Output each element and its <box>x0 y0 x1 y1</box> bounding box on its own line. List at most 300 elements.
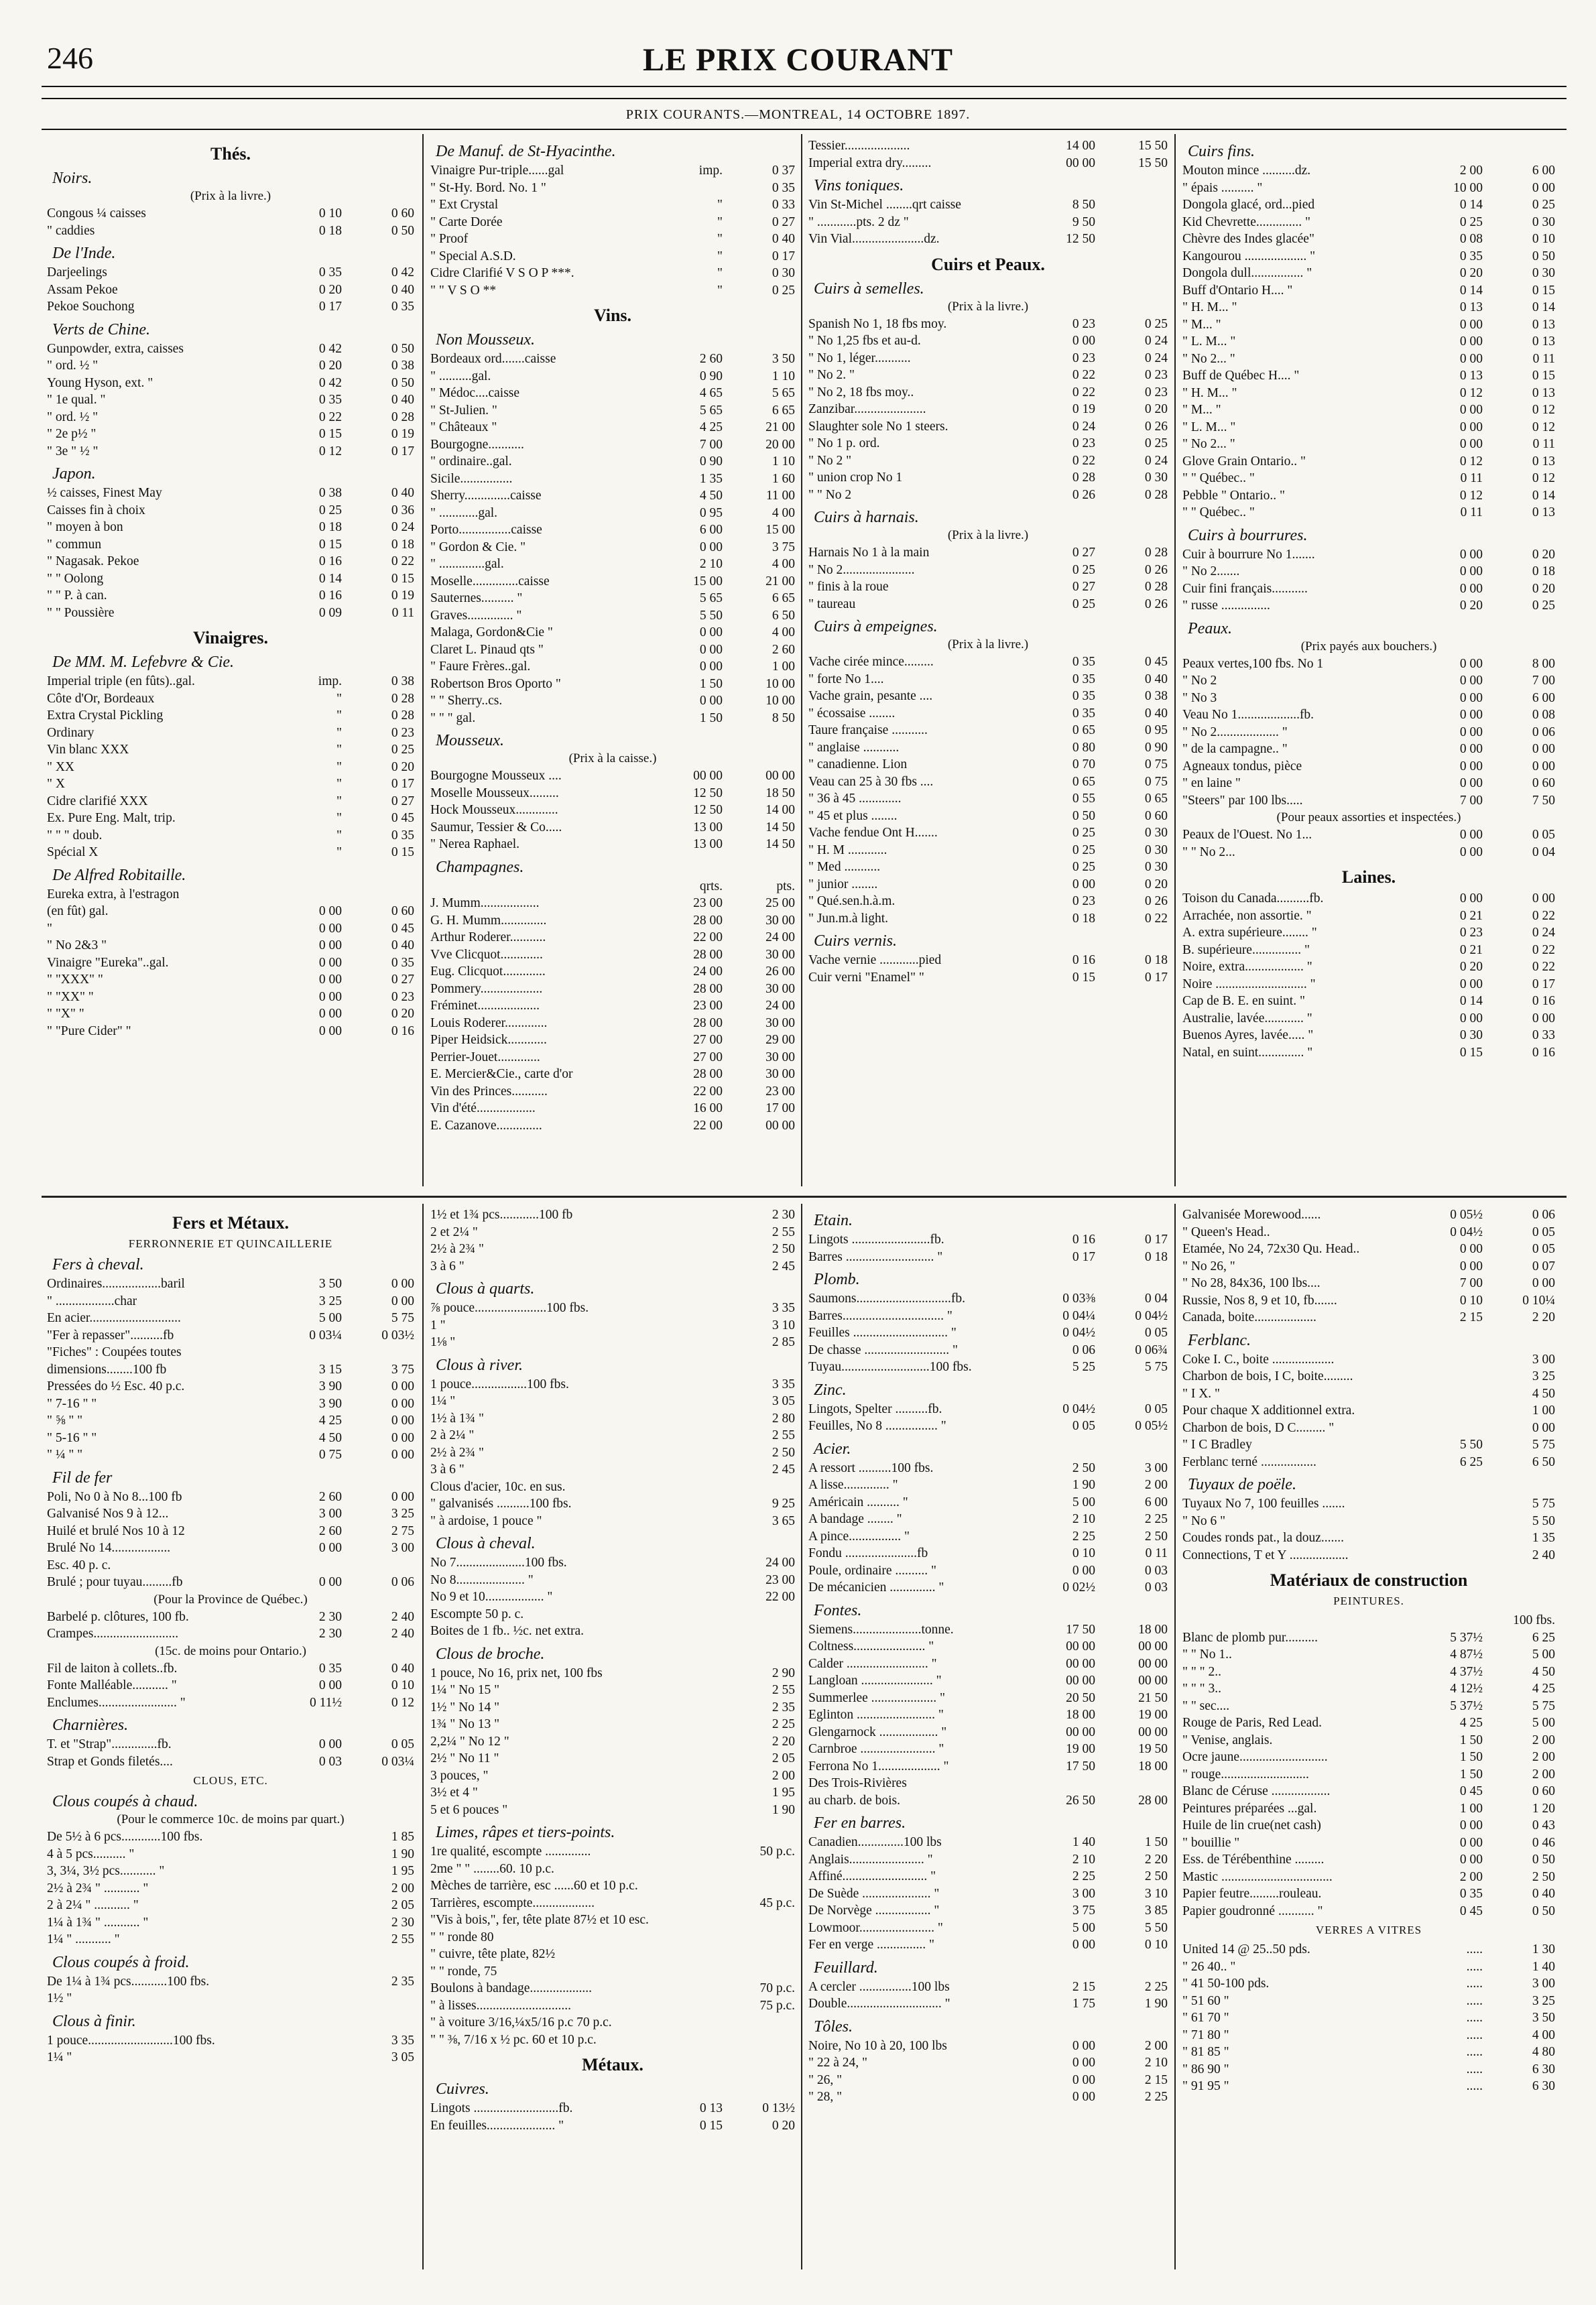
price-high: 0 46 <box>1532 1835 1555 1850</box>
price-high: 0 27 <box>391 973 414 987</box>
item-name: Bourgogne........... <box>430 437 524 452</box>
price-high: 0 13 <box>1532 334 1555 349</box>
item-name: " Nagasak. Pekoe <box>47 554 139 568</box>
price-row <box>808 596 1168 613</box>
price-low: 5 65 <box>699 403 723 418</box>
subsection-heading: Cuirs à semelles. <box>814 279 924 298</box>
price-high: 0 40 <box>1532 1887 1555 1901</box>
item-name: " 26, " <box>808 2072 843 2087</box>
item-name: Mastic .................................. <box>1182 1869 1333 1884</box>
price-high: 0 12 <box>1532 471 1555 485</box>
price-row <box>47 971 414 989</box>
price-row <box>47 1574 414 1591</box>
item-name: " " ronde, 75 <box>430 1964 497 1979</box>
price-high: 20 00 <box>765 437 795 452</box>
item-name: "Vis à bois,", fer, tête plate 87½ et 10 esc. <box>430 1913 649 1927</box>
price-low: 00 00 <box>1066 1674 1095 1688</box>
item-name: " I X. " <box>1182 1386 1220 1401</box>
item-name: " ..........gal. <box>430 369 491 383</box>
item-name: " " ⅜, 7/16 x ½ pc. 60 et 10 p.c. <box>430 2032 597 2047</box>
price-low: 0 00 <box>1459 828 1483 842</box>
price-row <box>1182 597 1555 615</box>
price-row <box>430 1802 795 1819</box>
price-row <box>47 553 414 570</box>
price-low: 0 00 <box>1459 656 1483 671</box>
column-rule <box>422 134 424 1186</box>
price-low: 0 00 <box>1459 437 1483 451</box>
price-low: 2 10 <box>699 557 723 571</box>
item-name: Vin des Princes........... <box>430 1084 548 1099</box>
item-name: " Nerea Raphael. <box>430 837 520 851</box>
price-row <box>808 824 1168 842</box>
price-row <box>47 1736 414 1753</box>
price-high: 0 22 <box>1532 960 1555 974</box>
price-row <box>808 1706 1168 1724</box>
price-high: 1 00 <box>772 660 795 674</box>
section-note: (Prix à la caisse.) <box>568 751 657 765</box>
price-row <box>1182 196 1555 214</box>
price-row <box>808 137 1168 155</box>
price-high: 0 17 <box>1144 970 1168 985</box>
price-high: 3 35 <box>772 1377 795 1391</box>
price-high: 3 50 <box>772 352 795 366</box>
price-high: 3 25 <box>1532 1993 1555 2008</box>
subsection-heading: Fer en barres. <box>814 1814 906 1832</box>
item-name: Fonte Malléable........... " <box>47 1678 177 1692</box>
item-name: " Venise, anglais. <box>1182 1733 1273 1747</box>
price-high: 2 30 <box>391 1915 414 1930</box>
price-row <box>1182 1420 1555 1437</box>
item-name: " XX <box>47 759 74 774</box>
price-row <box>1182 1749 1555 1766</box>
price-low: 0 18 <box>1072 911 1095 926</box>
price-low: 2 50 <box>1072 1460 1095 1475</box>
price-low: 0 10 <box>318 206 342 221</box>
item-name: " " " doub. <box>47 828 103 843</box>
item-name: Pour chaque X additionnel extra. <box>1182 1404 1355 1418</box>
price-low: 0 15 <box>1072 970 1095 985</box>
price-high: 2 55 <box>772 1683 795 1697</box>
price-high: 0 00 <box>1532 759 1555 773</box>
item-name: " 45 et plus ........ <box>808 808 898 823</box>
price-row <box>808 401 1168 418</box>
item-name: " ..............gal. <box>430 557 504 571</box>
subsection-heading: Fontes. <box>814 1601 862 1619</box>
price-row <box>1182 546 1555 564</box>
item-name: " écossaise ........ <box>808 706 896 721</box>
price-high: 6 00 <box>1144 1495 1168 1509</box>
item-name: Graves.............. " <box>430 608 522 623</box>
price-low: 0 20 <box>1459 960 1483 974</box>
price-high: 0 33 <box>772 198 795 212</box>
price-high: 2 55 <box>391 1932 414 1946</box>
price-low: 0 42 <box>318 375 342 390</box>
price-row <box>808 2038 1168 2055</box>
price-row <box>1182 470 1555 487</box>
price-low: " <box>336 777 342 791</box>
price-high: 2 45 <box>772 1259 795 1273</box>
price-row <box>47 1931 414 1948</box>
price-row <box>47 1310 414 1327</box>
item-name: Claret L. Pinaud qts " <box>430 642 544 657</box>
price-high: 6 50 <box>1532 1454 1555 1469</box>
price-low: 0 06 <box>1072 1343 1095 1357</box>
price-row <box>430 1317 795 1334</box>
item-name: Blanc de Céruse .................. <box>1182 1784 1331 1798</box>
price-low: 0 12 <box>1459 488 1483 503</box>
item-name: No 9 et 10.................. " <box>430 1590 553 1604</box>
price-low: 16 00 <box>693 1101 723 1115</box>
price-high: 6 50 <box>772 608 795 623</box>
price-row <box>430 1572 795 1589</box>
item-name: " ord. ½ " <box>47 410 99 424</box>
column-metaux <box>808 1206 1168 2272</box>
price-row <box>1182 942 1555 959</box>
price-low: ..... <box>1466 1959 1483 1974</box>
price-high: 75 p.c. <box>759 1998 795 2013</box>
price-row <box>430 2032 795 2049</box>
price-low: " <box>336 794 342 808</box>
price-high: 1 10 <box>772 454 795 469</box>
price-high: 0 04 <box>1532 845 1555 859</box>
price-row <box>808 469 1168 487</box>
price-row <box>808 1724 1168 1741</box>
price-low: qrts. <box>699 879 723 893</box>
price-row <box>47 1846 414 1863</box>
section-caps-heading: CLOUS, ETC. <box>193 1774 268 1787</box>
price-high: 0 42 <box>391 265 414 279</box>
item-name: Vache fendue Ont H....... <box>808 826 938 840</box>
item-name: "Fiches" : Coupées toutes <box>47 1345 182 1359</box>
price-low: 0 08 <box>1459 232 1483 246</box>
price-high: 0 05 <box>1144 1326 1168 1340</box>
item-name: Fondu ......................fb <box>808 1546 928 1560</box>
item-name: " 1e qual. " <box>47 393 106 407</box>
price-low: 0 00 <box>1072 2090 1095 2104</box>
price-high: 0 30 <box>1532 266 1555 280</box>
price-row <box>1182 1454 1555 1471</box>
price-high: 3 35 <box>772 1301 795 1315</box>
item-name: Enclumes........................ " <box>47 1695 186 1710</box>
item-name: " ..................char <box>47 1294 137 1308</box>
item-name: Slaughter sole No 1 steers. <box>808 419 948 434</box>
price-row <box>1182 2044 1555 2061</box>
section-heading: Fers et Métaux. <box>172 1213 289 1233</box>
item-name: Blanc de plomb pur.......... <box>1182 1630 1318 1645</box>
price-low: 0 10 <box>1459 1293 1483 1308</box>
item-name: " St-Julien. " <box>430 403 497 418</box>
price-high: 21 00 <box>765 420 795 434</box>
price-high: 0 15 <box>391 845 414 859</box>
price-row <box>47 810 414 827</box>
item-name: (en fût) gal. <box>47 904 109 918</box>
price-row <box>47 1378 414 1395</box>
price-row <box>47 989 414 1006</box>
price-row <box>808 876 1168 893</box>
price-low: 2 10 <box>1072 1852 1095 1867</box>
price-row <box>1182 1385 1555 1403</box>
item-name: Cidre Clarifié V S O P ***. <box>430 266 574 280</box>
price-high: 4 25 <box>1532 1682 1555 1696</box>
price-high: 0 04½ <box>1135 1308 1168 1323</box>
price-row <box>430 214 795 231</box>
price-low: 0 00 <box>1459 1011 1483 1025</box>
item-name: Bordeaux ord.......caisse <box>430 352 556 366</box>
item-name: Darjeelings <box>47 265 107 279</box>
price-high: 3 00 <box>1144 1460 1168 1475</box>
price-row <box>808 739 1168 757</box>
price-low: 0 14 <box>1459 283 1483 298</box>
item-name: Poule, ordinaire .......... " <box>808 1563 937 1578</box>
item-name: Affiné.......................... " <box>808 1869 936 1883</box>
item-name: En acier............................ <box>47 1311 181 1325</box>
column-rule <box>422 1204 424 2269</box>
price-low: ..... <box>1466 2028 1483 2042</box>
item-name: Double............................. " <box>808 1997 950 2011</box>
price-low: 0 12 <box>1459 385 1483 400</box>
price-low: 0 00 <box>318 1007 342 1021</box>
item-name: Fréminet................... <box>430 999 540 1013</box>
item-name: " No 2, 18 fbs moy.. <box>808 385 914 399</box>
price-low: 0 00 <box>699 642 723 657</box>
item-name: " I C Bradley <box>1182 1438 1252 1452</box>
price-low: 0 10 <box>1072 1546 1095 1560</box>
price-row <box>808 688 1168 705</box>
price-row <box>808 1249 1168 1266</box>
price-row <box>47 1540 414 1557</box>
price-high: 1 90 <box>772 1802 795 1817</box>
subsection-heading: Acier. <box>814 1440 851 1458</box>
item-name: " "X" " <box>47 1007 84 1021</box>
item-name: 1¼ " No 15 " <box>430 1683 500 1697</box>
item-name: De chasse .......................... " <box>808 1343 958 1357</box>
price-low: 0 22 <box>1072 368 1095 382</box>
item-name: Escompte 50 p. c. <box>430 1607 524 1621</box>
price-row <box>47 1914 414 1932</box>
item-name: Galvanisé Nos 9 à 12... <box>47 1507 169 1521</box>
item-name: " " No 2... <box>1182 845 1235 859</box>
item-name: Feuilles ............................. " <box>808 1326 957 1340</box>
item-name: Poli, No 0 à No 8...100 fb <box>47 1489 182 1504</box>
price-high: 0 18 <box>1532 564 1555 578</box>
price-row <box>1182 1975 1555 1993</box>
price-low: 00 00 <box>1066 1725 1095 1739</box>
item-name: " cuivre, tête plate, 82½ <box>430 1947 556 1961</box>
price-row <box>1182 1612 1555 1629</box>
price-low: 0 16 <box>1072 1233 1095 1247</box>
item-name: " finis à la roue <box>808 580 889 594</box>
price-high: 2 90 <box>772 1666 795 1680</box>
price-row <box>808 893 1168 910</box>
price-row <box>430 1224 795 1241</box>
item-name: " Châteaux " <box>430 420 497 434</box>
section-note: (Prix à la livre.) <box>947 637 1029 651</box>
item-name: " No 2... " <box>1182 437 1235 451</box>
price-high: 0 60 <box>391 904 414 918</box>
price-high: 0 28 <box>1144 487 1168 502</box>
column-fers-metaux <box>47 1206 414 2272</box>
price-low: 0 00 <box>1459 845 1483 859</box>
price-high: 1 20 <box>1532 1801 1555 1816</box>
item-name: De 5½ à 6 pcs............100 fbs. <box>47 1830 203 1844</box>
price-high: 29 00 <box>765 1033 795 1047</box>
price-row <box>808 1511 1168 1528</box>
price-low: 20 50 <box>1066 1690 1095 1705</box>
price-low: 0 00 <box>699 660 723 674</box>
price-high: 2 40 <box>391 1627 414 1641</box>
price-row <box>430 1588 795 1606</box>
price-low: 0 22 <box>1072 453 1095 468</box>
price-row <box>430 248 795 265</box>
item-name: Noire ............................ " <box>1182 977 1316 991</box>
price-row <box>430 1997 795 2015</box>
item-name: " " V S O ** <box>430 283 497 298</box>
price-high: 19 00 <box>1138 1708 1168 1722</box>
item-name: Lingots ........................fb. <box>808 1233 944 1247</box>
price-low: 26 50 <box>1066 1793 1095 1808</box>
price-high: 14 50 <box>765 837 795 851</box>
price-high: 0 05½ <box>1135 1419 1168 1433</box>
price-high: 2 00 <box>1532 1767 1555 1782</box>
item-name: Coltness...................... " <box>808 1639 934 1654</box>
price-row <box>1182 1044 1555 1062</box>
price-low: 4 12½ <box>1450 1682 1483 1696</box>
item-name: A. extra supérieure........ " <box>1182 926 1317 940</box>
price-high: 0 00 <box>391 1448 414 1462</box>
price-low: 0 20 <box>1459 266 1483 280</box>
price-row <box>808 231 1168 248</box>
item-name: No 7.....................100 fbs. <box>430 1556 567 1570</box>
price-high: 6 00 <box>1532 690 1555 705</box>
item-name: Cuir à bourrure No 1....... <box>1182 547 1315 562</box>
price-row <box>1182 1903 1555 1920</box>
price-low: 0 90 <box>699 369 723 383</box>
price-high: 0 27 <box>772 214 795 229</box>
price-low: 2 60 <box>699 352 723 366</box>
item-name: " H. M... " <box>1182 385 1237 400</box>
price-row <box>47 1412 414 1430</box>
price-low: 4 25 <box>1459 1716 1483 1730</box>
price-low: 0 02½ <box>1062 1580 1095 1595</box>
item-name: Barres ........................... " <box>808 1249 943 1264</box>
item-name: Vve Clicquot............. <box>430 947 543 962</box>
price-low: 0 00 <box>1072 1938 1095 1952</box>
price-row <box>808 969 1168 987</box>
price-high: 18 50 <box>765 786 795 800</box>
price-low: imp. <box>318 674 342 688</box>
item-name: Buff de Québec H.... " <box>1182 369 1300 383</box>
item-name: Noire, extra.................. " <box>1182 960 1312 974</box>
price-row <box>47 903 414 920</box>
price-high: 2 25 <box>1144 2090 1168 2104</box>
item-name: " canadienne. Lion <box>808 757 908 771</box>
price-high: 21 50 <box>1138 1690 1168 1705</box>
item-name: De 1¼ à 1¾ pcs...........100 fbs. <box>47 1974 210 1989</box>
price-high: 0 28 <box>391 708 414 723</box>
item-name: Piper Heidsick............ <box>430 1033 547 1047</box>
price-row <box>47 759 414 776</box>
price-low: 28 00 <box>693 1015 723 1030</box>
price-high: 0 23 <box>1144 385 1168 399</box>
item-name: Etamée, No 24, 72x30 Qu. Head.. <box>1182 1242 1360 1256</box>
subsection-heading: Etain. <box>814 1212 853 1229</box>
item-name: Ferrona No 1................... " <box>808 1759 949 1773</box>
item-name: Crampes.......................... <box>47 1627 179 1641</box>
price-row <box>808 1231 1168 1249</box>
item-name: United 14 @ 25..50 pds. <box>1182 1942 1310 1956</box>
price-low: 0 00 <box>318 1023 342 1038</box>
price-low: 0 75 <box>318 1448 342 1462</box>
price-low: 0 12 <box>318 444 342 458</box>
price-high: 2 60 <box>772 642 795 657</box>
price-row <box>430 1083 795 1101</box>
price-row <box>808 1741 1168 1758</box>
price-high: 0 30 <box>1144 471 1168 485</box>
price-high: 0 28 <box>1144 580 1168 594</box>
price-low: 0 25 <box>1072 597 1095 611</box>
price-row <box>430 785 795 802</box>
price-low: ..... <box>1466 1942 1483 1956</box>
price-low: 2 30 <box>318 1627 342 1641</box>
item-name: Tessier.................... <box>808 139 910 153</box>
price-row <box>47 1677 414 1694</box>
price-low: 0 00 <box>1459 977 1483 991</box>
price-row <box>1182 1495 1555 1513</box>
price-low: 2 30 <box>318 1609 342 1624</box>
price-low: 3 00 <box>1072 1886 1095 1901</box>
price-high: 0 90 <box>1144 740 1168 755</box>
item-name: " " No 1.. <box>1182 1647 1232 1662</box>
price-high: 3 05 <box>391 2050 414 2064</box>
price-row <box>430 402 795 420</box>
price-row <box>1182 1646 1555 1664</box>
subsection-heading: Noirs. <box>52 170 93 187</box>
price-row <box>808 722 1168 739</box>
price-row <box>430 878 795 895</box>
price-high: 45 p.c. <box>759 1895 795 1910</box>
item-name: Dongola dull................ " <box>1182 266 1312 280</box>
item-name: Charbon de bois, I C, boite......... <box>1182 1369 1353 1383</box>
price-row <box>1182 1885 1555 1903</box>
price-high: 0 24 <box>1144 334 1168 348</box>
price-high: 0 15 <box>1532 369 1555 383</box>
item-name: Sauternes.......... " <box>430 591 523 605</box>
price-high: 2 20 <box>1144 1852 1168 1867</box>
price-row <box>47 827 414 845</box>
item-name: Boites de 1 fb.. ½c. net extra. <box>430 1624 585 1638</box>
item-name: " St-Hy. Bord. No. 1 " <box>430 180 546 195</box>
column-peaux-laines <box>1182 137 1555 1190</box>
price-row <box>808 562 1168 579</box>
price-low: 1 50 <box>699 710 723 725</box>
price-high: 00 00 <box>765 1118 795 1133</box>
item-name: 2½ " No 11 " <box>430 1751 499 1765</box>
masthead-rule-top <box>42 86 1567 87</box>
price-high: 0 00 <box>1532 891 1555 906</box>
item-name: 3 à 6 " <box>430 1259 465 1273</box>
price-high: 0 18 <box>391 537 414 552</box>
price-row <box>1182 1698 1555 1715</box>
price-low: 28 00 <box>693 913 723 928</box>
item-name: " junior ........ <box>808 877 878 891</box>
price-low: 0 17 <box>318 300 342 314</box>
price-row <box>430 929 795 946</box>
item-name: " No 2... " <box>1182 351 1235 366</box>
price-row <box>808 1885 1168 1903</box>
price-low: 0 23 <box>1459 926 1483 940</box>
price-high: 0 05 <box>1532 828 1555 842</box>
price-high: 0 18 <box>1144 1249 1168 1264</box>
